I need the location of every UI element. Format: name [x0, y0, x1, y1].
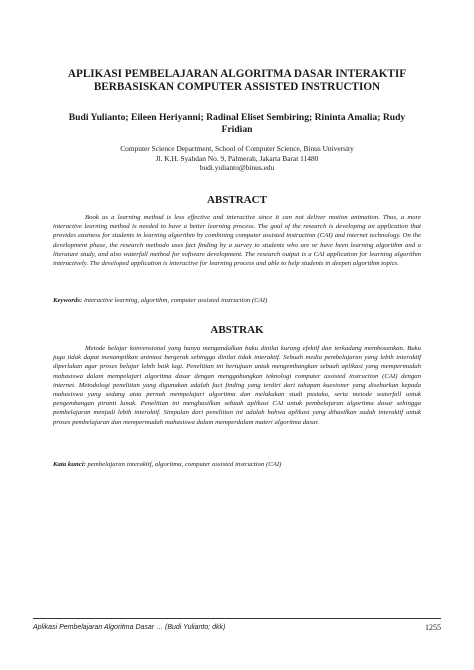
- affiliation-department: Computer Science Department, School of Computer Science, Binus University: [120, 144, 354, 153]
- footer-divider: [33, 618, 441, 619]
- affiliation-address: Jl. K.H. Syahdan No. 9, Palmerah, Jakarta Barat 11480: [155, 153, 319, 163]
- running-head: Aplikasi Pembelajaran Algoritma Dasar … (Budi Yulianto; dkk): [33, 624, 226, 631]
- abstrak-heading: ABSTRAK: [210, 324, 264, 336]
- author-list: Budi Yulianto; Eileen Heriyanni; Radinal Eliset Sembiring; Rininta Amalia; Rudy Fridian: [68, 112, 406, 135]
- keywords-text: interactive learning, algorithm, computer assisted instruction (CAI): [82, 297, 268, 304]
- kata-kunci-label: Kata kunci:: [53, 461, 86, 468]
- keywords-label: Keywords:: [53, 297, 83, 304]
- abstract-heading: ABSTRACT: [207, 194, 267, 206]
- abstrak-body: Metode belajar konvensional yang hanya mengandalkan buku dinilai kurang efektif dan terkadang membosankan. Buku juga tidak dapat menampilkan animasi bergerak sehingga dinilai tidak interaktif. Sebuah media pembelajaran yang lebih interaktif diperlukan agar proses belajar lebih baik lagi. Penelitian ini bertujuan untuk mengembangkan sebuah aplikasi yang mempermudah mahasiswa dalam mempelajari algoritma dasar dengan menggabungkan teknologi computer assisted instruction (CAI) dengan internet. Metodologi penelitian yang digunakan adalah fact finding yang terdiri dari tahapan kuesioner yang disebarkan kepada mahasiswa yang sedang atau pernah mempelajari algoritma dan melakukan studi pustaka, serta metode waterfall untuk pengembangan piranti lunak. Penelitian ini menghasilkan sebuah aplikasi CAI untuk pembelajaran algoritma dasar sehingga pembelajaran menjadi lebih interaktif. Simpulan dari penelitian ini adalah bahwa aplikasi yang dihasilkan sudah interaktif untuk proses pembelajaran dan mempermudah mahasiswa dalam memperdalam materi algoritma dasar.: [53, 345, 421, 426]
- kata-kunci-text: pembelajaran interaktif, algoritma, computer assisted instruction (CAI): [85, 461, 282, 468]
- affiliation-block: [80, 144, 394, 173]
- abstract-body: Book as a learning method is less effective and interactive since it can not deliver motion animation. Thus, a more interactive learning method is needed to have a better learning process. The goal of the research is developing an application that provides easiness for students in learning algorithm by combining computer assisted instruction (CAI) and internet technology. On the development phase, the research methodo uses fact finding by a survey to students who are or have been learning algorithm and a literature study, and also waterfall method for software development. The research output is a CAI application for learning algorithm interactively. The developed application is interactive for learning process and able to help students in deepen algorithm topics.: [53, 214, 421, 268]
- page-number: 1255: [425, 623, 441, 632]
- author-email: budi.yulianto@binus.edu: [199, 163, 275, 173]
- paper-title: APLIKASI PEMBELAJARAN ALGORITMA DASAR INTERAKTIF BERBASISKAN COMPUTER ASSISTED INSTRUCTION: [67, 68, 407, 93]
- abstract-keywords: [53, 296, 421, 305]
- abstrak-keywords: [53, 460, 421, 469]
